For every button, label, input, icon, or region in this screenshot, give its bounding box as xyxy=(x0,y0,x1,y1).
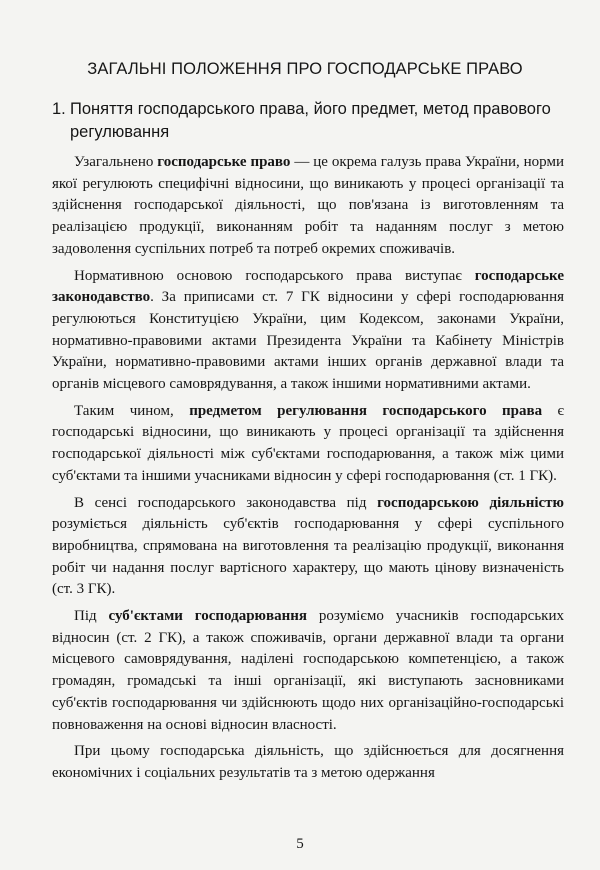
text-run: Нормативною основою господарського права виступає xyxy=(74,267,475,284)
bold-term: господарське законодавство xyxy=(52,267,564,306)
text-run: розуміємо учасників господарських відносин (ст. 2 ГК), а також споживачів, органи державної влади та органи місцевого самоврядування, наділені господарською компетенцією, а також громадян, громадські та інші організації, які виступають засновниками суб'єктів господарювання чи здійснюють щодо них організаційно-господарські повноваження на основі відносин власності. xyxy=(52,608,564,733)
paragraph xyxy=(52,741,564,784)
section-title: Поняття господарського права, його предмет, метод правового регулювання xyxy=(70,100,551,141)
text-run: Під xyxy=(74,608,109,625)
text-run: є господарські відносини, що виникають у процесі організації та здійснення господарської діяльності між суб'єктами господарювання, а також між цими суб'єктами та іншими учасниками відносин у сфері господарювання (ст. 1 ГК). xyxy=(52,402,564,484)
text-run: Таким чином, xyxy=(74,402,190,419)
bold-term: суб'єктами господарювання xyxy=(108,608,307,625)
text-run: Узагальнено xyxy=(74,154,158,170)
paragraph xyxy=(52,493,564,602)
paragraph xyxy=(52,401,564,488)
text-run: . За приписами ст. 7 ГК відносини у сфері господарювання регулюються Конституцією України, цим Кодексом, законами України, нормативно-правовими актами Президента України та Кабінету Міністрів України, нормативно-правовими актами інших органів державної влади та органів місцевого самоврядування, а також іншими нормативними актами. xyxy=(52,289,564,393)
text-run: — це окрема галузь права України, норми якої регулюють специфічні відносини, що виникають у процесі організації та здійснення господарської діяльності, що пов'язана із виготовленням та реалізацією продукції, виконанням робіт та наданням послуг з метою задоволення суспільних потреб та потреб окремих споживачів. xyxy=(52,154,564,257)
text-run: розуміється діяльність суб'єктів господарювання у сфері суспільного виробництва, спрямована на виготовлення та реалізацію продукції, виконання робіт чи надання послуг вартісного характеру, що мають цінову визначеність (ст. 3 ГК). xyxy=(52,516,564,598)
paragraph xyxy=(52,606,564,736)
text-run: В сенсі господарського законодавства під xyxy=(74,494,378,511)
text-run: При цьому господарська діяльність, що здійснюється для досягнення економічних і соціальних результатів та з метою одержання xyxy=(52,743,564,781)
section-number: 1. xyxy=(52,100,66,118)
paragraph xyxy=(52,152,564,261)
bold-term: господарське право xyxy=(157,154,291,170)
page-number: 5 xyxy=(296,836,304,852)
bold-term: господарською діяльністю xyxy=(377,494,564,511)
bold-term: предметом регулювання господарського права xyxy=(189,402,543,419)
chapter-title: ЗАГАЛЬНІ ПОЛОЖЕННЯ ПРО ГОСПОДАРСЬКЕ ПРАВО xyxy=(87,60,523,78)
body-text xyxy=(52,152,564,785)
section-heading xyxy=(52,98,552,144)
paragraph xyxy=(52,266,564,396)
